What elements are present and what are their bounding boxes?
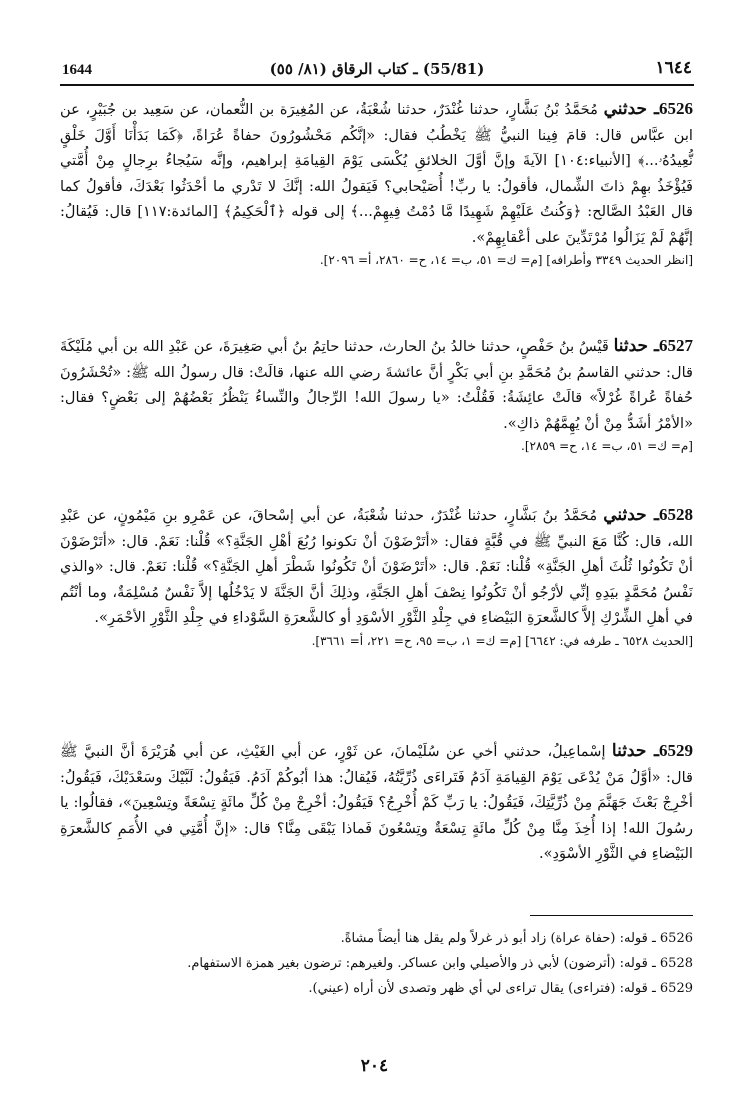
footnote-divider: [530, 915, 693, 916]
hadith-body: [60, 738, 693, 867]
hadith-number: 6527: [659, 336, 693, 355]
hadith-6527: [60, 333, 693, 455]
hadith-text: قَيْسُ بنُ حَفْصٍ، حدثنا خالدُ بنُ الحارث، حدثنا حاتِمُ بنُ أبي صَغِيرَةَ، عن عَبْدِ الله بن أبي مُلَيْكَةَ قال: حدثني القاسمُ بنُ مُحَمَّدِ بنِ أبي بَكْرٍ أنَّ عائشةَ رضي الله عنها، قالَتْ: قال رسولُ الله ﷺ: «تُحْشَرُونَ حُفاةً عُراةً غُرْلاً» قالَتْ عائِشَةُ: فَقُلْتُ: «يا رسولَ الله! الرِّجالُ والنِّساءُ يَنْظُرُ بَعْضُهُمْ إلى بَعْضٍ؟ فقال: «الأمْرُ أشَدُّ مِنْ أنْ يُهِمَّهُمْ ذاكِ».: [60, 338, 693, 432]
hadith-number: 6526: [659, 99, 693, 118]
footnote-item: 6528 ـ قوله: (أترضون) لأبي ذر والأصيلي وابن عساكر. ولغيرهم: ترضون بغير همزة الاستفهام.: [187, 956, 693, 971]
hadith-number: 6528: [659, 505, 693, 524]
page-number-arabic: ١٦٤٤: [655, 58, 692, 78]
hadith-opening: ـ حدثنا: [611, 741, 659, 761]
hadith-text: إسْماعِيلُ، حدثني أخي عن سُلَيْمانَ، عن ثَوْرٍ، عن أبي الغَيْثِ، عن أبي هُرَيْرَةَ أنَّ النبيَّ ﷺ قال: «أوَّلُ مَنْ يُدْعَى يَوْمَ القِيامَةِ آدَمُ فَتَراءَى ذُرِّيَّتُهُ، فَيُقالُ: هذا أبُوكُمْ آدَمُ. فَيَقُولُ: لَبَّيْكَ وسَعْدَيْكَ، فَيَقُولُ: أخْرِجْ بَعْثَ جَهَنَّمَ مِنْ ذُرِّيَّتِكَ، فَيَقُولُ: يا رَبِّ كَمْ أُخْرِجُ؟ فَيَقُولُ: أخْرِجْ مِنْ كُلِّ مائَةٍ تِسْعَةً وتِسْعِينَ»، فقالُوا: يا رسُولَ الله! إذا أُخِذَ مِنَّا مِنْ كُلِّ مائَةٍ تِسْعَةٌ وتِسْعُونَ فَماذا يَبْقَى مِنَّا؟ قال: «إنَّ أُمَّتِي في الأُمَمِ كالشَّعرَةِ البَيْضاءِ في الثَّوْرِ الأسْوَدِ».: [60, 743, 693, 862]
hadith-opening: ـ حدثني: [603, 99, 659, 119]
page-number-latin: 1644: [62, 62, 92, 78]
hadith-body: [60, 333, 693, 436]
hadith-reference: [م= ك= ٥١، ب= ١٤، ح= ٢٨٥٩].: [521, 439, 693, 453]
hadith-body: [60, 502, 693, 631]
hadith-opening: ـ حدثني: [603, 505, 659, 525]
running-title: (55/81) ـ كتاب الرقاق (٨١/ ٥٥): [269, 60, 485, 78]
hadith-text: مُحَمَّدُ بْنُ بَشَّارٍ، حدثنا غُنْدَرٌ، حدثنا شُعْبَةُ، عن المُغِيرَة بن النُّعمان، عن سَعِيد بن جُبَيْرٍ، عن ابن عبَّاس قال: قامَ فِينا النبيُّ ﷺ يَخْطُبُ فقال: «إنَّكُم مَحْشُورُونَ حفاةً عُرَاةً، ﴿كَمَا بَدَأْنَا أَوَّلَ خَلْقٍ نُّعِيدُهُۥ...﴾ [الأنبياء:١٠٤] الآيةَ وإنَّ أوَّلَ الخلائقِ يُكْسَى يَوْمَ القِيامَةِ إبراهيم، وإنَّه سَيُجاءُ برِجالٍ مِنْ أُمَّتي فَيُؤْخَذُ بهِمْ ذاتَ الشِّمال، فأقولُ: يا ربِّ! أُصَيْحابي؟ فَيَقولُ الله: إنَّكَ لا تَدْري ما أحْدَثُوا بَعْدَكَ، فأقولُ كما قال العَبْدُ الصَّالح: ﴿وَكُنتُ عَلَيْهِمْ شَهِيدًا مَّا دُمْتُ فِيهِمْ...﴾ إلى قوله ﴿ٱلْحَكِيمُ﴾ [المائدة:١١٧] قال: فَيُقالُ: إنَّهُمْ لَمْ يَزَالُوا مُرْتَدِّينَ على أعْقابِهِمْ».: [60, 101, 693, 246]
hadith-number: 6529: [659, 741, 693, 760]
page-header: [60, 54, 694, 86]
hadith-reference: [انظر الحديث ٣٣٤٩ وأطرافه] [م= ك= ٥١، ب= ١٤، ح= ٢٨٦٠، أ= ٢٠٩٦].: [319, 253, 693, 267]
hadith-text: مُحَمَّدُ بنُ بَشَّارٍ، حدثنا غُنْدَرٌ، حدثنا شُعْبَةُ، عن أبي إسْحاقَ، عن عَمْرِو بنِ مَيْمُونٍ، عن عَبْدِ الله، قال: كُنَّا مَعَ النبيِّ ﷺ في قُبَّةٍ فقال: «أتَرْضَوْنَ أنْ تكونوا رُبُعَ أهْلِ الجَنَّةِ؟» قُلْنا: نَعَمْ. قال: «أتَرْضَوْنَ أنْ تَكُونُوا ثُلُثَ أهلِ الجَنَّةِ» قُلْنا: نَعَمْ. قال: «أتَرْضَوْنَ أنْ تَكُونُوا شَطْرَ أهلِ الجَنَّةِ؟» قُلْنا: نَعَمْ. قال: «والذي نَفْسُ مُحَمَّدٍ بيَدِهِ إنِّي لأرْجُو أنْ تَكُونُوا نِصْفَ أهلِ الجَنَّةِ، وذلِكَ أنَّ الجَنَّةَ لا يَدْخُلُها إلاَّ نَفْسٌ مُسْلِمَةٌ، وما أنْتُم في أهلِ الشِّرْكِ إلاَّ كالشَّعرَةِ البَيْضاءِ في جِلْدِ الثَّوْرِ الأسْوَدِ أو كالشَّعرَةِ السَّوْداءِ في جِلْدِ الثَّوْرِ الأحْمَرِ».: [60, 507, 693, 626]
hadith-reference: [الحديث ٦٥٢٨ ـ طرفه في: ٦٦٤٢] [م= ك= ١، ب= ٩٥، ح= ٢٢١، أ= ٣٦٦١].: [311, 633, 693, 648]
hadith-6528: [60, 502, 693, 650]
hadith-body: [60, 96, 693, 250]
hadith-6526: [60, 96, 693, 269]
hadith-6529: [60, 738, 693, 867]
footnote-item: 6529 ـ قوله: (فتراءى) يقال تراءى لي أي ظهر وتصدى لأن أراه (عيني).: [308, 981, 693, 996]
hadith-opening: ـ حدثنا: [613, 336, 659, 356]
footnote-item: 6526 ـ قوله: (حفاة عراة) زاد أبو ذر غرلاً ولم يقل هنا أيضاً مشاةً.: [340, 931, 693, 946]
footnotes: [60, 926, 693, 1001]
footer-page-number: ٢٠٤: [360, 1056, 389, 1076]
